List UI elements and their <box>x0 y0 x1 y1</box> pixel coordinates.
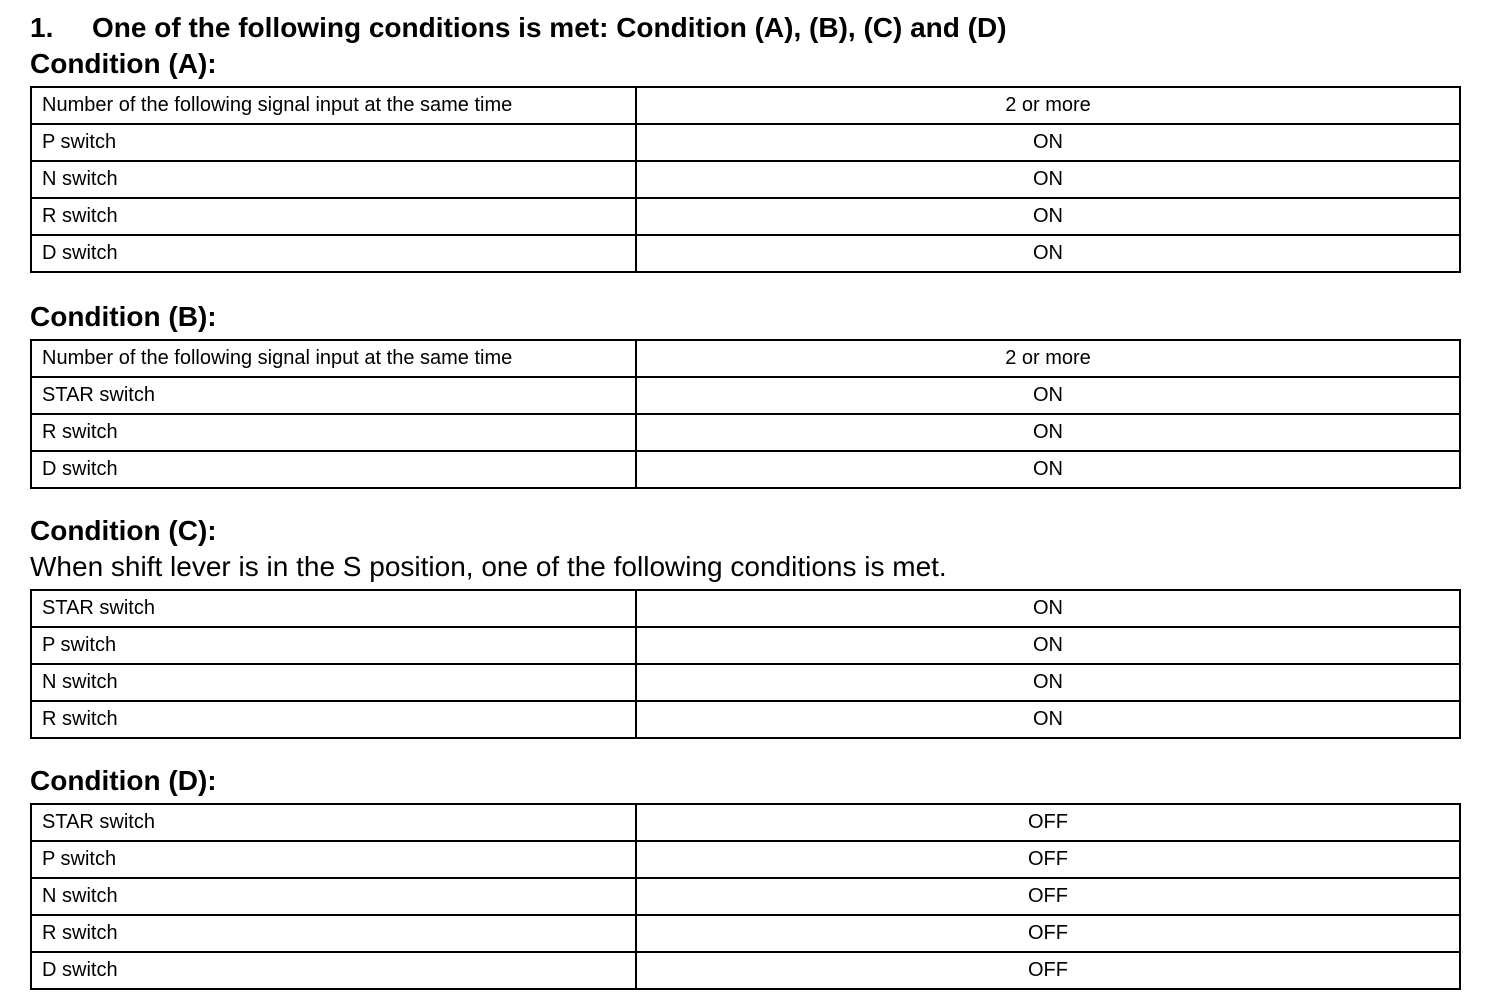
row-value: ON <box>636 627 1460 664</box>
row-value: ON <box>636 451 1460 488</box>
row-label: Number of the following signal input at the same time <box>31 87 636 124</box>
condition-d-table <box>30 803 1461 990</box>
row-value: OFF <box>636 952 1460 989</box>
table-row <box>31 915 1460 952</box>
table-row <box>31 124 1460 161</box>
row-label: Number of the following signal input at the same time <box>31 340 636 377</box>
row-label: N switch <box>31 161 636 198</box>
row-value: ON <box>636 198 1460 235</box>
row-value: ON <box>636 377 1460 414</box>
row-value: ON <box>636 664 1460 701</box>
condition-c-title: Condition (C): <box>30 515 217 546</box>
main-heading <box>30 12 1007 44</box>
condition-b-table <box>30 339 1461 489</box>
table-row <box>31 87 1460 124</box>
table-row <box>31 952 1460 989</box>
row-value: 2 or more <box>636 87 1460 124</box>
table-row <box>31 161 1460 198</box>
row-label: P switch <box>31 627 636 664</box>
heading-text: One of the following conditions is met: Condition (A), (B), (C) and (D) <box>92 12 1007 43</box>
row-label: R switch <box>31 701 636 738</box>
table-row <box>31 701 1460 738</box>
row-label: N switch <box>31 878 636 915</box>
row-label: N switch <box>31 664 636 701</box>
condition-a-table <box>30 86 1461 273</box>
condition-d-title: Condition (D): <box>30 765 217 796</box>
table-row <box>31 804 1460 841</box>
table-row <box>31 590 1460 627</box>
row-value: ON <box>636 161 1460 198</box>
row-label: P switch <box>31 841 636 878</box>
condition-c-note: When shift lever is in the S position, one of the following conditions is met. <box>30 551 947 582</box>
table-row <box>31 198 1460 235</box>
table-row <box>31 340 1460 377</box>
condition-c-table <box>30 589 1461 739</box>
condition-b-title: Condition (B): <box>30 301 217 332</box>
row-label: STAR switch <box>31 804 636 841</box>
row-value: ON <box>636 590 1460 627</box>
row-label: D switch <box>31 952 636 989</box>
condition-a-title: Condition (A): <box>30 48 217 79</box>
table-row <box>31 627 1460 664</box>
table-row <box>31 377 1460 414</box>
table-row <box>31 841 1460 878</box>
row-label: STAR switch <box>31 590 636 627</box>
row-value: ON <box>636 414 1460 451</box>
row-value: ON <box>636 124 1460 161</box>
row-value: 2 or more <box>636 340 1460 377</box>
row-label: D switch <box>31 451 636 488</box>
row-value: ON <box>636 701 1460 738</box>
row-value: OFF <box>636 804 1460 841</box>
row-value: ON <box>636 235 1460 272</box>
row-label: R switch <box>31 915 636 952</box>
table-row <box>31 664 1460 701</box>
table-row <box>31 235 1460 272</box>
row-label: P switch <box>31 124 636 161</box>
heading-number: 1. <box>30 12 54 43</box>
row-label: D switch <box>31 235 636 272</box>
table-row <box>31 878 1460 915</box>
row-value: OFF <box>636 915 1460 952</box>
table-row <box>31 451 1460 488</box>
row-label: R switch <box>31 198 636 235</box>
row-value: OFF <box>636 841 1460 878</box>
row-label: R switch <box>31 414 636 451</box>
row-value: OFF <box>636 878 1460 915</box>
table-row <box>31 414 1460 451</box>
row-label: STAR switch <box>31 377 636 414</box>
